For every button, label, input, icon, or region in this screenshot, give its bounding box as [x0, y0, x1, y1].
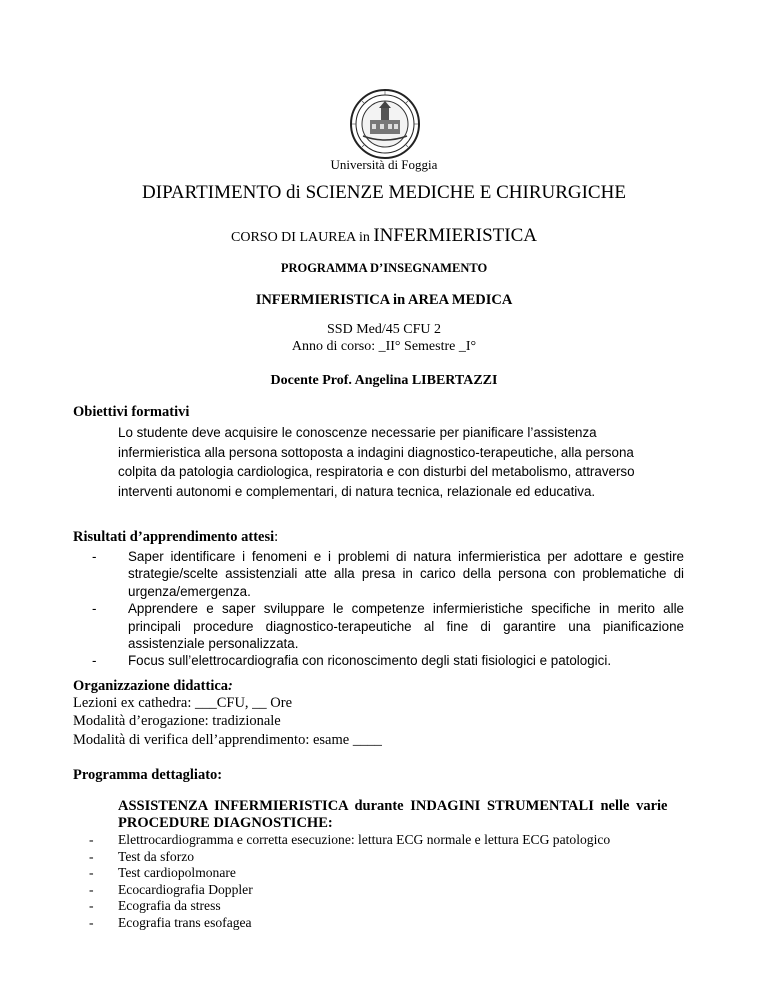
results-item-text: Saper identificare i fenomeni e i problemi di natura infermieristica per adottare e gestire strategie/scelte assistenziali atte alla presa in carico della persona con problematiche di urgenza/emergenza.: [128, 549, 684, 599]
program-section-title: [118, 798, 698, 832]
list-marker: -: [89, 898, 94, 913]
list-item: [89, 915, 729, 932]
program-item-text: Ecografia trans esofagea: [118, 914, 252, 930]
degree-course: [0, 225, 768, 247]
delivery-mode: Modalità d’erogazione: tradizionale: [73, 713, 281, 729]
list-marker: -: [89, 914, 94, 930]
objectives-text: Lo studente deve acquisire le conoscenze necessarie per pianificare l’assistenza infermieristica alla persona sottoposta a indagini diagnostico-terapeutiche, alla persona colpita da patologia cardiologica, respiratoria e con disturbi del metabolismo, attraverso interventi autonomi e complementari, di natura tecnica, relazionale ed educativa.: [118, 425, 635, 499]
list-item: [89, 865, 729, 882]
list-marker: -: [92, 601, 97, 617]
program-item-text: Test da sforzo: [118, 848, 195, 864]
program-label: PROGRAMMA D’INSEGNAMENTO: [280, 261, 488, 275]
verification-mode: Modalità di verifica dell’apprendimento: esame ____: [73, 732, 382, 748]
results-heading-colon: :: [274, 529, 279, 545]
program-item-text: Test cardiopolmonare: [118, 865, 236, 880]
list-item: [89, 849, 729, 866]
organization-heading-label: Organizzazione didattica: [73, 678, 229, 694]
organization-heading-colon: :: [228, 678, 233, 694]
results-item-text: Apprendere e saper sviluppare le competenze infermieristiche specifiche in merito alle principali procedure diagnostico-terapeutiche al fine di garantire una pianificazione assistenziale personalizzata.: [128, 601, 684, 652]
department-title: DIPARTIMENTO di SCIENZE MEDICHE E CHIRURGICHE: [142, 182, 626, 203]
university-name: Università di Foggia: [330, 157, 438, 172]
teacher-name: Docente Prof. Angelina LIBERTAZZI: [270, 373, 498, 388]
list-marker: -: [89, 865, 94, 880]
subject-title: INFERMIERISTICA in AREA MEDICA: [255, 292, 513, 308]
program-item-text: Ecografia da stress: [118, 898, 221, 913]
organization-heading: [73, 677, 233, 695]
course-info: [0, 321, 768, 355]
list-item: [89, 898, 729, 915]
program-item-text: Elettrocardiogramma e corretta esecuzione: lettura ECG normale e lettura ECG patologico: [118, 832, 611, 847]
list-item: [89, 882, 729, 899]
results-item-text: Focus sull’elettrocardiografia con riconoscimento degli stati fisiologici e patologici.: [128, 653, 612, 669]
list-item: [92, 600, 684, 652]
list-item: [89, 832, 729, 849]
list-marker: -: [89, 832, 94, 847]
year-semester: Anno di corso: _II° Semestre _I°: [291, 339, 477, 354]
program-heading: Programma dettagliato:: [73, 767, 223, 783]
program-item-text: Ecocardiografia Doppler: [118, 881, 253, 897]
list-item: [92, 652, 684, 669]
objectives-heading: Obiettivi formativi: [73, 404, 190, 420]
degree-course-prefix: CORSO DI LAUREA in: [231, 230, 370, 245]
section-title-line-1: ASSISTENZA INFERMIERISTICA durante INDAGINI STRUMENTALI nelle varie: [118, 798, 668, 814]
ssd-cfu: SSD Med/45 CFU 2: [327, 322, 441, 337]
section-title-line-2: PROCEDURE DIAGNOSTICHE:: [118, 815, 333, 831]
results-list: [92, 548, 684, 670]
list-marker: -: [89, 881, 94, 897]
program-list: [89, 832, 729, 931]
list-item: [92, 548, 684, 600]
list-marker: -: [89, 848, 94, 864]
list-marker: -: [92, 653, 97, 669]
list-marker: -: [92, 549, 97, 564]
degree-course-name: INFERMIERISTICA: [373, 225, 537, 246]
results-heading-label: Risultati d’apprendimento attesi: [73, 529, 275, 545]
results-heading: [73, 528, 278, 546]
lessons-info: Lezioni ex cathedra: ___CFU, __ Ore: [73, 695, 293, 711]
